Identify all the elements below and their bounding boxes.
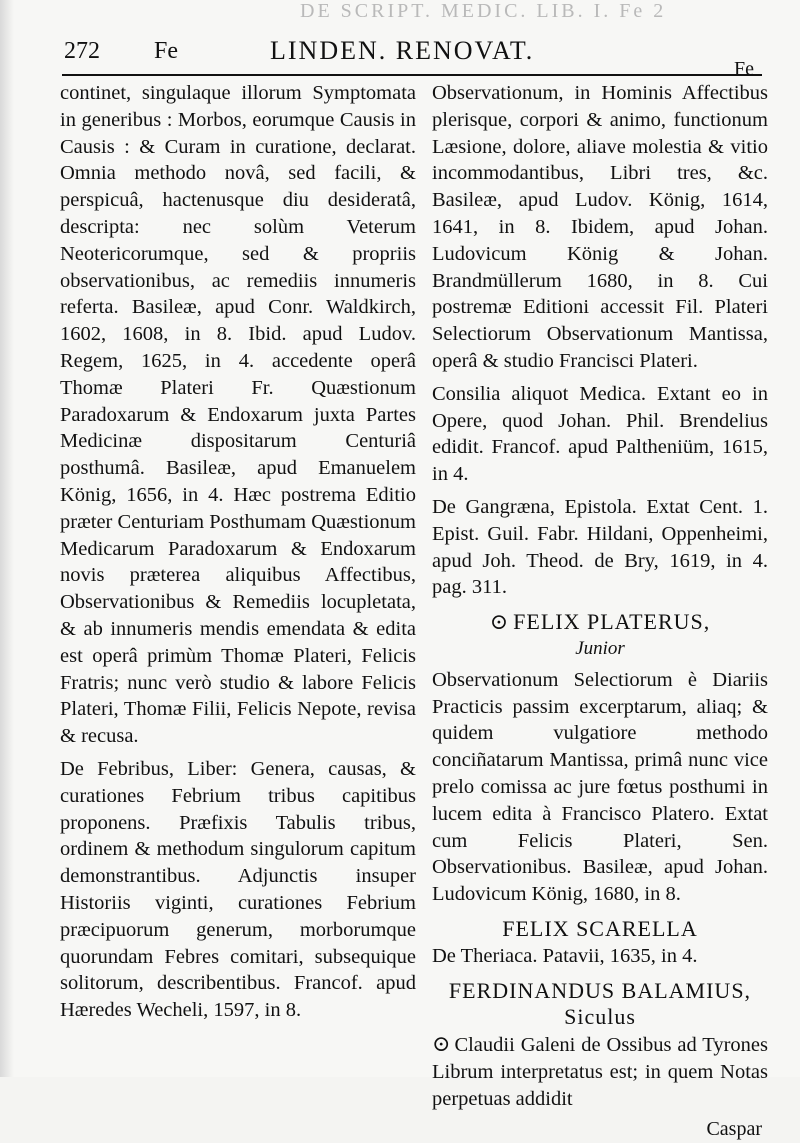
circled-dot-icon: ⊙: [489, 609, 510, 635]
author-heading-platerus-text: FELIX PLATERUS,: [513, 609, 711, 635]
right-paragraph-1: Observationum, in Hominis Affectibus plerisque, corpori & animo, functionum Læsione, dolore, aliave molestia & vitio incommodantibus, Libri tres, &c. Basileæ, apud Ludov. König, 1614, 1641, in 8. Ibidem, apud Johan. Ludovicum König & Johan. Brandmüllerum 1680, in 8. Cui postremæ Editioni accessit Fil. Plateri Selectiorum Observationum Mantissa, operâ & studio Francisci Plateri.: [432, 82, 768, 372]
right-paragraph-5: De Theriaca. Patavii, 1635, in 4.: [432, 944, 698, 967]
page-number: 272: [64, 38, 100, 64]
catchword: Caspar: [706, 1118, 762, 1141]
circled-dot-icon: ⊙: [432, 1031, 451, 1057]
bleed-through-text: DE SCRIPT. MEDIC. LIB. I. Fe 2: [300, 0, 667, 22]
right-column: [432, 80, 768, 1143]
author-heading-platerus: [432, 609, 768, 636]
right-paragraph-3: De Gangræna, Epistola. Extat Cent. 1. Epist. Guil. Fabr. Hildani, Oppenheimi, apud Joh. Theod. de Bry, 1619, in 4. pag. 311.: [432, 495, 768, 599]
right-paragraph-6-text: Claudii Galeni de Ossibus ad Tyrones Librum interpretatus est; in quem Notas perpetuas addidit: [432, 1034, 768, 1110]
right-paragraph-4: Observationum Selectiorum è Diariis Practicis passim excerptarum, aliaq; & quidem vulgatiore methodo conciñatarum Mantissa, primâ nunc vice prelo comissa ac jure fœtus posthumi in lucem edita à Francisco Platero. Extat cum Felicis Plateri, Sen. Observationibus. Basileæ, apud Johan. Ludovicum König, 1680, in 8.: [432, 668, 768, 906]
running-header: [62, 34, 762, 80]
left-column: [60, 80, 416, 1024]
left-paragraph-1: continet, singulaque illorum Symptomata in generibus : Morbos, eorumque Causis in Causis : & Curam in curatione, declarat. Omnia methodo novâ, sed facili, & perspicuâ, hactenusque diu desideratâ, descripta: nec solùm Veterum Neotericorumque, sed & propriis observationibus, ac remediis innumeris referta. Basileæ, apud Conr. Waldkirch, 1602, 1608, in 8. Ibid. apud Ludov. Regem, 1625, in 4. accedente operâ Thomæ Plateri Fr. Quæstionum Paradoxarum & Endoxarum juxta Partes Medicinæ dispositarum Centuriâ posthumâ. Basileæ, apud Emanuelem König, 1656, in 4. Hæc postrema Editio præter Centuriam Posthumam Quæstionum Medicarum Paradoxarum & Endoxarum novis præterea aliquibus Affectibus, Observationibus & Remediis locupletata, & ab innumeris mendis emendata & edita est operâ primùm Thomæ Plateri, Felicis Fratris; nunc verò studio & labore Felicis Plateri, Thomæ Filii, Felicis Nepote, revisa & recusa.: [60, 82, 416, 748]
running-title: LINDEN. RENOVAT.: [270, 36, 535, 65]
header-letter-right: Fe: [734, 58, 754, 80]
author-heading-balamius: FERDINANDUS BALAMIUS, Siculus: [448, 977, 752, 1030]
right-paragraph-6: [432, 1031, 768, 1112]
author-subheading-junior: Junior: [575, 637, 625, 659]
page-gutter-shadow: [0, 0, 14, 1077]
header-letter-left: Fe: [154, 38, 178, 64]
right-paragraph-2: Consilia aliquot Medica. Extant eo in Opere, quod Johan. Phil. Brendelius edidit. Francof. apud Paltheniüm, 1615, in 4.: [432, 382, 768, 486]
author-heading-scarella: FELIX SCARELLA: [502, 915, 698, 941]
left-paragraph-2: De Febribus, Liber: Genera, causas, & curationes Febrium tribus capitibus proponens. Præfixis Tabulis tribus, ordinem & methodum singulorum capitum demonstrantibus. Adjunctis insuper Historiis viginti, curationes Febrium præcipuorum generum, morborumque quorundam Febres comitari, subsequique solitorum, describentibus. Francof. apud Hæredes Wecheli, 1597, in 8.: [60, 757, 416, 1022]
